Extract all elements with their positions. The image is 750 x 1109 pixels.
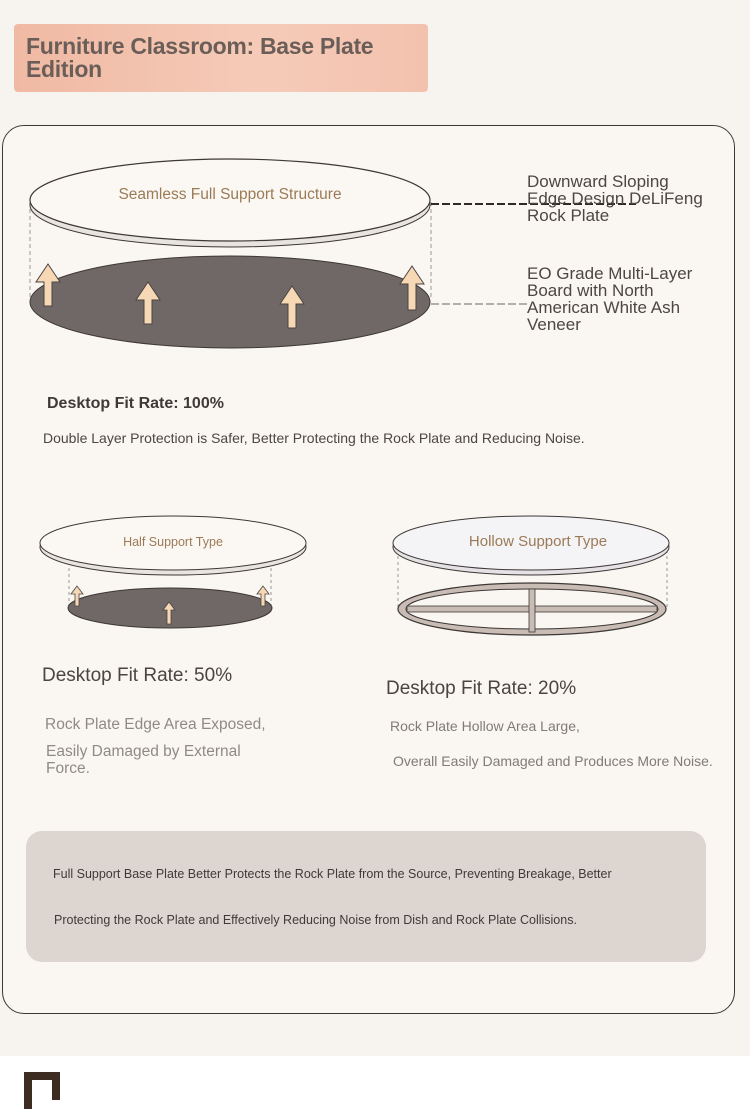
hollow-support-label: Hollow Support Type [468, 533, 608, 550]
page-title: Furniture Classroom: Base Plate Edition [26, 33, 374, 82]
fit-rate-hollow: Desktop Fit Rate: 20% [386, 678, 577, 699]
footer [0, 1056, 750, 1109]
description-hollow-2: Overall Easily Damaged and Produces More Noise. [393, 753, 713, 769]
board-material-label: EO Grade Multi-Layer Board with North American White Ash Veneer [527, 264, 693, 334]
fit-rate-full: Desktop Fit Rate: 100% [47, 395, 224, 412]
hollow-support-diagram [385, 510, 680, 640]
description-half-1: Rock Plate Edge Area Exposed, [45, 716, 266, 733]
half-support-label: Half Support Type [123, 535, 223, 549]
summary-line-2: Protecting the Rock Plate and Effectively Reducing Noise from Dish and Rock Plate Collisions. [54, 913, 577, 927]
summary-line-1: Full Support Base Plate Better Protects the Rock Plate from the Source, Preventing Breakage, Better [53, 867, 612, 881]
description-hollow-1: Rock Plate Hollow Area Large, [390, 718, 580, 734]
fit-rate-half: Desktop Fit Rate: 50% [42, 665, 233, 686]
base-plate-full [30, 256, 430, 348]
summary-box [26, 831, 706, 962]
half-support-diagram [30, 510, 320, 635]
full-support-label: Seamless Full Support Structure [118, 186, 342, 203]
brand-logo-icon [22, 1070, 64, 1109]
edge-design-label: Downward Sloping Edge Design DeLiFeng Rock Plate [527, 172, 703, 225]
description-half-2: Easily Damaged by External Force. [46, 743, 241, 777]
description-full: Double Layer Protection is Safer, Better Protecting the Rock Plate and Reducing Noise. [43, 430, 585, 446]
